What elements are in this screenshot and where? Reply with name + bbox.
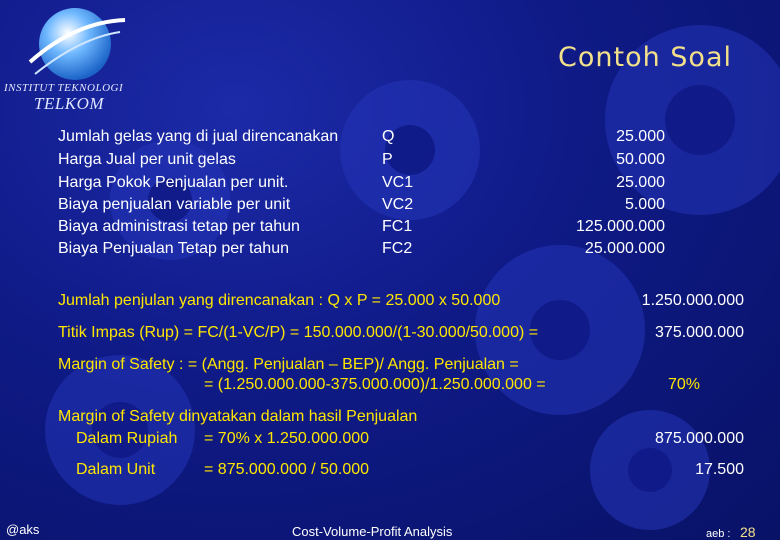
page-number: 28 bbox=[740, 524, 756, 540]
unit-label: Dalam Unit bbox=[76, 461, 156, 478]
row-label: Biaya Penjualan Tetap per tahun bbox=[58, 240, 289, 257]
row-label: Harga Jual per unit gelas bbox=[58, 151, 236, 168]
logo-text-institut: INSTITUT TEKNOLOGI bbox=[4, 82, 124, 94]
margin-of-safety-calculation: = (1.250.000.000-375.000.000)/1.250.000.000 = bbox=[204, 376, 546, 393]
margin-of-safety-value: 70% bbox=[668, 376, 701, 393]
row-value: 125.000.000 bbox=[576, 218, 665, 235]
row-code: VC1 bbox=[382, 174, 414, 191]
globe-icon bbox=[20, 2, 130, 92]
row-label: Biaya administrasi tetap per tahun bbox=[58, 218, 300, 235]
row-code: Q bbox=[382, 128, 395, 145]
row-value: 25.000 bbox=[616, 128, 665, 145]
footer-title: Cost-Volume-Profit Analysis bbox=[292, 524, 453, 539]
margin-of-safety-formula: Margin of Safety : = (Angg. Penjualan – BEP)/ Angg. Penjualan = bbox=[58, 356, 519, 373]
row-label: Jumlah gelas yang di jual direncanakan bbox=[58, 128, 339, 145]
institution-logo bbox=[0, 0, 150, 120]
row-code: P bbox=[382, 151, 393, 168]
unit-value: 17.500 bbox=[695, 461, 744, 478]
row-value: 5.000 bbox=[624, 196, 665, 213]
break-even-value: 375.000.000 bbox=[655, 324, 744, 341]
rupiah-label: Dalam Rupiah bbox=[76, 430, 178, 447]
rupiah-formula: = 70% x 1.250.000.000 bbox=[204, 430, 370, 447]
sales-plan-formula: Jumlah penjulan yang direncanakan : Q x P = 25.000 x 50.000 bbox=[58, 292, 501, 309]
unit-formula: = 875.000.000 / 50.000 bbox=[204, 461, 370, 478]
break-even-formula: Titik Impas (Rup) = FC/(1-VC/P) = 150.000.000/(1-30.000/50.000) = bbox=[58, 324, 539, 341]
row-code: VC2 bbox=[382, 196, 414, 213]
footer-author: @aks bbox=[6, 522, 40, 537]
row-code: FC2 bbox=[382, 240, 413, 257]
row-value: 50.000 bbox=[616, 151, 665, 168]
sales-plan-value: 1.250.000.000 bbox=[641, 292, 744, 309]
row-label: Biaya penjualan variable per unit bbox=[58, 196, 291, 213]
footer-right-label: aeb : bbox=[706, 528, 731, 540]
rupiah-value: 875.000.000 bbox=[655, 430, 744, 447]
row-label: Harga Pokok Penjualan per unit. bbox=[58, 174, 289, 191]
logo-text-telkom: TELKOM bbox=[34, 94, 105, 113]
row-value: 25.000 bbox=[616, 174, 665, 191]
row-code: FC1 bbox=[382, 218, 413, 235]
margin-of-safety-sales-heading: Margin of Safety dinyatakan dalam hasil Penjualan bbox=[58, 408, 418, 425]
row-value: 25.000.000 bbox=[584, 240, 665, 257]
page-title: Contoh Soal bbox=[558, 42, 732, 73]
